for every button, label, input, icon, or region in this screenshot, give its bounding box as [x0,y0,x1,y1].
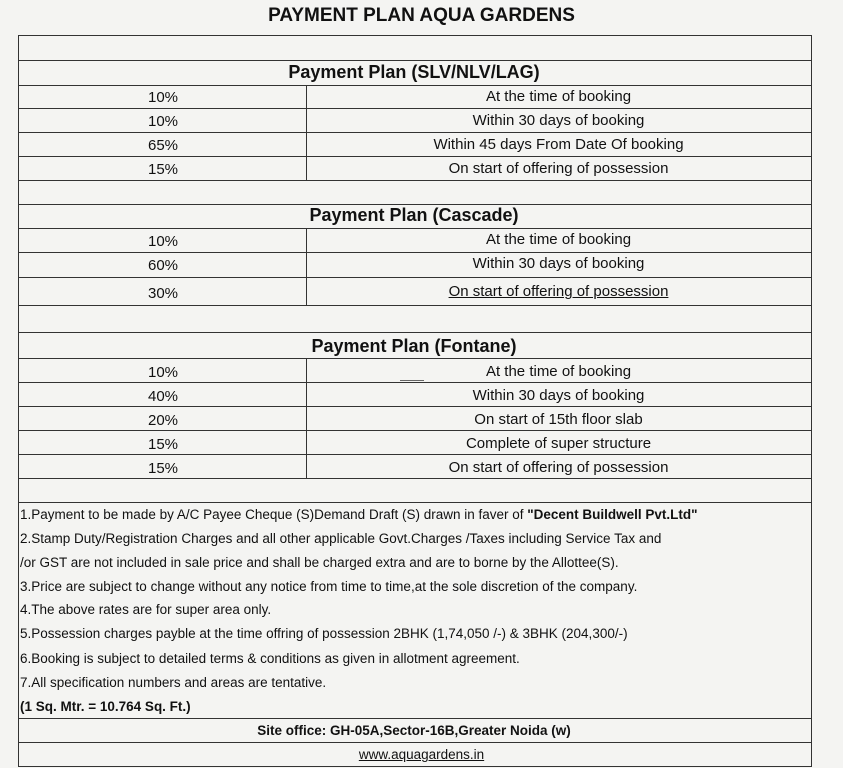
plan-heading-fontane: Payment Plan (Fontane) [311,336,517,356]
rule [18,252,811,253]
plan-stage: On start of 15th floor slab [474,411,643,428]
website-link[interactable]: www.aquagardens.in [358,747,485,762]
rule [18,742,811,743]
plan-stage: On start of offering of possession [448,283,669,300]
plan-percent: 15% [148,436,179,453]
plan-percent: 60% [148,257,179,274]
plan-percent: 10% [148,364,179,381]
plan-percent: 15% [148,161,179,178]
note-payment-text: 1.Payment to be made by A/C Payee Cheque (S)Demand Draft (S) drawn in faver of [20,507,528,522]
plan-percent: 10% [148,233,179,250]
plan-percent: 20% [148,412,179,429]
plan-stage: On start of offering of possession [448,459,669,476]
rule [18,228,811,229]
plan-stage: On start of offering of possession [448,160,669,177]
plan-heading-cascade: Payment Plan (Cascade) [309,205,519,225]
border-left [18,35,19,767]
rule [18,305,811,306]
rule [18,156,811,157]
plan-percent: 65% [148,137,179,154]
rule [18,35,811,36]
plan-percent: 15% [148,460,179,477]
plan-stage: At the time of booking [485,231,632,248]
note-stamp-duty-line1: 2.Stamp Duty/Registration Charges and all other applicable Govt.Charges /Taxes including Service Tax and [20,531,662,546]
rule [18,478,811,479]
plan-percent: 30% [148,285,179,302]
plan-stage: Within 30 days of booking [472,112,645,129]
rule [18,277,811,278]
site-office-address: Site office: GH-05A,Sector-16B,Greater Noida (w) [257,723,571,738]
rule [18,382,811,383]
note-tentative: 7.All specification numbers and areas are tentative. [20,675,327,690]
note-conversion: (1 Sq. Mtr. = 10.764 Sq. Ft.) [20,699,191,714]
rule [18,180,811,181]
page-title: PAYMENT PLAN AQUA GARDENS [268,5,575,26]
rule [18,332,811,333]
rule [18,406,811,407]
rule [18,85,811,86]
rule [18,108,811,109]
rule [18,502,811,503]
rule [18,718,811,719]
plan-stage: Within 30 days of booking [472,387,645,404]
note-possession-charges: 5.Possession charges payble at the time offring of possession 2BHK (1,74,050 /-) & 3BHK (204,300/-) [20,626,628,641]
plan-heading-slv-nlv-lag: Payment Plan (SLV/NLV/LAG) [288,62,540,82]
plan-percent: 10% [148,89,179,106]
scan-mark [400,380,424,381]
plan-stage: At the time of booking [485,363,632,380]
rule [18,454,811,455]
note-price-change: 3.Price are subject to change without any notice from time to time,at the sole discretion of the company. [20,579,638,594]
plan-percent: 10% [148,113,179,130]
rule [18,766,811,767]
plan-stage: Within 30 days of booking [472,255,645,272]
rule [18,358,811,359]
plan-stage: Within 45 days From Date Of booking [433,136,684,153]
plan-stage: Complete of super structure [465,435,652,452]
note-payment [20,508,698,522]
note-terms: 6.Booking is subject to detailed terms & conditions as given in allotment agreement. [20,651,520,666]
note-stamp-duty-line2: /or GST are not included in sale price and shall be charged extra and are to borne by the Allottee(S). [20,555,619,570]
plan-percent: 40% [148,388,179,405]
rule [18,430,811,431]
plan-stage: At the time of booking [485,88,632,105]
note-super-area: 4.The above rates are for super area only. [20,602,272,617]
border-right [811,35,812,767]
note-payment-company: "Decent Buildwell Pvt.Ltd" [527,507,698,522]
rule [18,60,811,61]
rule [18,132,811,133]
